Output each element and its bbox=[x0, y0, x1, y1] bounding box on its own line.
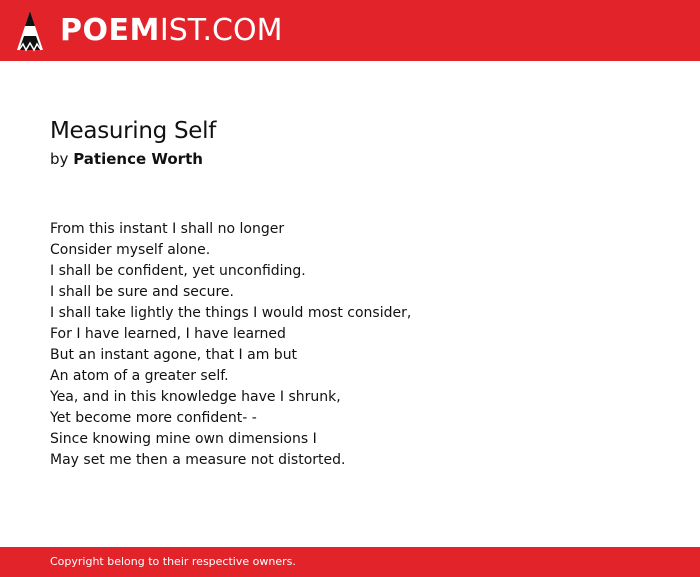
poem-line: For I have learned, I have learned bbox=[50, 326, 286, 342]
poem-line: But an instant agone, that I am but bbox=[50, 347, 298, 363]
poem-title: Measuring Self bbox=[50, 118, 217, 144]
site-footer bbox=[0, 547, 700, 577]
logo-wordmark-light: IST.COM bbox=[159, 13, 283, 48]
poem-line: Yea, and in this knowledge have I shrunk, bbox=[50, 389, 341, 405]
poem-byline bbox=[50, 149, 203, 169]
site-header bbox=[0, 0, 700, 61]
poem-line: I shall be confident, yet unconfiding. bbox=[50, 263, 306, 279]
poem-line: I shall be sure and secure. bbox=[50, 284, 234, 300]
logo-wordmark bbox=[60, 10, 282, 52]
poem-line: Yet become more confident- - bbox=[50, 410, 257, 426]
author-link[interactable]: Patience Worth bbox=[73, 150, 203, 168]
poem-line: May set me then a measure not distorted. bbox=[50, 452, 346, 468]
poem-line: From this instant I shall no longer bbox=[50, 221, 285, 237]
site-logo[interactable] bbox=[16, 10, 282, 52]
poem-line: An atom of a greater self. bbox=[50, 368, 229, 384]
poem-line: Since knowing mine own dimensions I bbox=[50, 431, 317, 447]
pencil-icon bbox=[16, 10, 44, 52]
poem-line: Consider myself alone. bbox=[50, 242, 211, 258]
poem-line: I shall take lightly the things I would most consider, bbox=[50, 305, 412, 321]
logo-wordmark-bold: POEM bbox=[60, 13, 160, 48]
poem-body bbox=[50, 219, 411, 471]
copyright-notice: Copyright belong to their respective owners. bbox=[50, 555, 296, 568]
byline-label: by bbox=[50, 150, 69, 168]
